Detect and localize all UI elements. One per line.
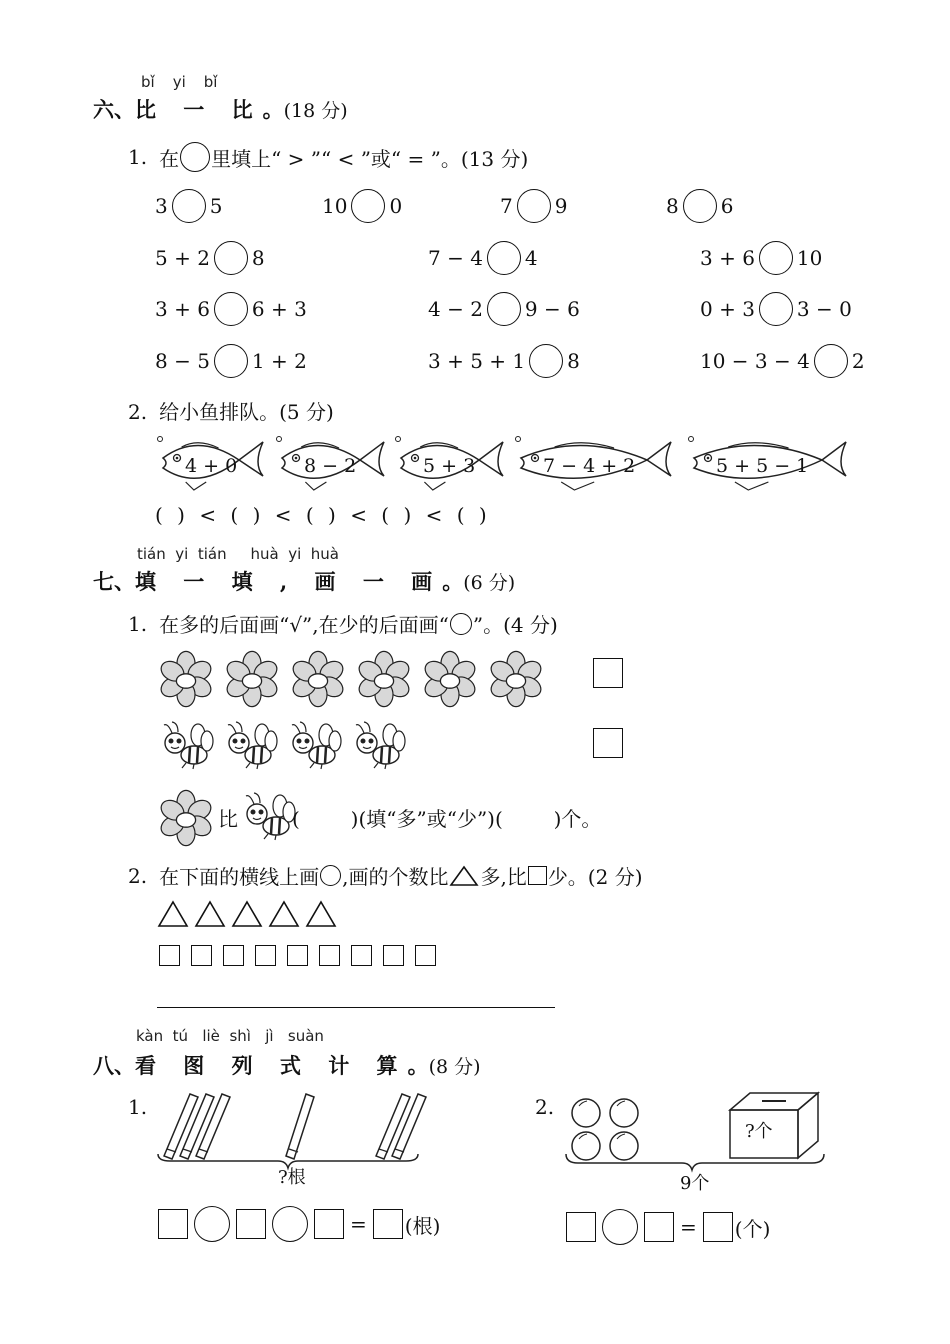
square-icon xyxy=(319,945,340,966)
answer-circle[interactable] xyxy=(517,189,551,223)
ball-icon xyxy=(610,1099,638,1127)
comparison-right: 6 + 3 xyxy=(251,297,307,321)
answer-circle[interactable] xyxy=(487,241,521,275)
s7-q2-instruction xyxy=(128,861,643,890)
s7-q1-instruction xyxy=(128,609,558,638)
section6-pinyin xyxy=(141,73,217,91)
instruction-text: ”。(4 分) xyxy=(472,613,558,637)
p2-number: 2. xyxy=(535,1095,555,1119)
flower-icon xyxy=(288,649,348,709)
section-period: 。 xyxy=(262,97,284,122)
pinyin-syllable: bǐ xyxy=(141,73,155,91)
operator-circle[interactable] xyxy=(602,1209,638,1245)
unit-label: (根) xyxy=(404,1213,441,1238)
fish-expression: 5 + 5 − 1 xyxy=(716,455,809,477)
p2-equation xyxy=(566,1209,770,1245)
square-icon xyxy=(351,945,372,966)
instruction-text: 多,比 xyxy=(480,865,527,889)
fish-expression: 8 − 2 xyxy=(304,455,357,477)
section7-heading xyxy=(93,566,515,596)
s6-q2-instruction xyxy=(128,396,334,425)
comparison-left: 5 + 2 xyxy=(155,246,210,270)
comparison-item xyxy=(700,291,852,327)
ball-icon xyxy=(610,1132,638,1160)
triangle-icon xyxy=(157,900,189,928)
section7-pinyin: tián yi tián huà yi huà xyxy=(137,545,339,563)
comparison-right: 6 xyxy=(720,194,734,218)
comparison-left: 10 − 3 − 4 xyxy=(700,349,810,373)
comparison-left: 3 xyxy=(155,194,168,218)
comparison-left: 7 − 4 xyxy=(428,246,483,270)
square-icon xyxy=(159,945,180,966)
flower-icon xyxy=(354,649,414,709)
compare-answer-text[interactable]: ( )(填“多”或“少”)( )个。 xyxy=(292,807,602,831)
stick-icon xyxy=(286,1094,314,1159)
drawing-answer-line[interactable] xyxy=(157,1007,555,1008)
flower-icon xyxy=(222,649,282,709)
section-period: 。 xyxy=(442,569,464,594)
comparison-item xyxy=(155,188,222,224)
circle-icon xyxy=(180,142,210,172)
comparison-left: 10 xyxy=(322,194,348,218)
instruction-text: 在 xyxy=(159,146,180,171)
section8-pinyin: kàn tú liè shì jì suàn xyxy=(136,1027,324,1045)
operator-circle[interactable] xyxy=(194,1206,230,1242)
triangle-icon xyxy=(194,900,226,928)
answer-circle[interactable] xyxy=(759,241,793,275)
comparison-item xyxy=(428,291,580,327)
answer-box[interactable] xyxy=(236,1209,266,1239)
section-score: (18 分) xyxy=(283,100,348,122)
comparison-item xyxy=(500,188,567,224)
comparison-left: 0 + 3 xyxy=(700,297,755,321)
instruction-text: 给小鱼排队。(5 分) xyxy=(159,400,334,424)
comparison-item xyxy=(700,240,822,276)
answer-box[interactable] xyxy=(644,1212,674,1242)
triangle-icon xyxy=(449,865,479,887)
comparison-item xyxy=(155,291,307,327)
bee-icon xyxy=(288,721,344,771)
comparison-item xyxy=(155,240,265,276)
answer-circle[interactable] xyxy=(172,189,206,223)
comparison-item xyxy=(666,188,733,224)
comparison-right: 8 xyxy=(251,246,265,270)
bee-icon xyxy=(242,792,298,842)
square-icon xyxy=(528,866,547,885)
comparison-left: 3 + 5 + 1 xyxy=(428,349,526,373)
unit-label: (个) xyxy=(734,1216,771,1241)
answer-circle[interactable] xyxy=(214,241,248,275)
comparison-right: 9 xyxy=(554,194,568,218)
triangle-icon xyxy=(268,900,300,928)
comparison-item xyxy=(322,188,402,224)
square-icon xyxy=(383,945,404,966)
comparison-right: 5 xyxy=(209,194,223,218)
flower-icon xyxy=(156,788,216,848)
p1-number: 1. xyxy=(128,1095,148,1119)
flower-icon xyxy=(156,649,216,709)
compare-bi-text: 比 xyxy=(218,807,238,831)
flower-icon xyxy=(486,649,546,709)
flower-answer-box[interactable] xyxy=(593,658,623,688)
question-number: 1. xyxy=(128,145,148,169)
section-title: 看 图 列 式 计 算 xyxy=(135,1053,408,1078)
comparison-left: 8 xyxy=(666,194,679,218)
fish-expression: 5 + 3 xyxy=(423,455,476,477)
square-icon xyxy=(255,945,276,966)
section6-heading xyxy=(93,94,348,124)
comparison-left: 3 + 6 xyxy=(155,297,210,321)
instruction-text: 里填上“ > ”“ < ”或“ = ”。(13 分) xyxy=(211,146,529,171)
comparison-right: 9 − 6 xyxy=(524,297,580,321)
answer-box[interactable] xyxy=(373,1209,403,1239)
answer-box[interactable] xyxy=(158,1209,188,1239)
answer-circle[interactable] xyxy=(814,344,848,378)
comparison-right: 2 xyxy=(851,349,865,373)
equals-sign: = xyxy=(350,1212,367,1236)
triangle-icon xyxy=(231,900,263,928)
fish-expression: 7 − 4 + 2 xyxy=(543,455,636,477)
comparison-item xyxy=(700,343,865,379)
question-number: 2. xyxy=(128,863,148,888)
pinyin-syllable: bǐ xyxy=(203,73,218,91)
comparison-left: 8 − 5 xyxy=(155,349,210,373)
section-number: 六、 xyxy=(93,97,135,122)
bee-icon xyxy=(352,721,408,771)
bee-icon xyxy=(160,721,216,771)
instruction-text: 在下面的横线上画 xyxy=(159,865,320,889)
answer-box[interactable] xyxy=(566,1212,596,1242)
operator-circle[interactable] xyxy=(272,1206,308,1242)
answer-circle[interactable] xyxy=(351,189,385,223)
circle-icon xyxy=(450,613,472,635)
section-score: (8 分) xyxy=(428,1056,481,1078)
comparison-right: 3 − 0 xyxy=(796,297,852,321)
square-icon xyxy=(287,945,308,966)
flower-icon xyxy=(420,649,480,709)
answer-circle[interactable] xyxy=(759,292,793,326)
comparison-left: 3 + 6 xyxy=(700,246,755,270)
question-number: 1. xyxy=(128,611,148,636)
p1-brace-label: ?根 xyxy=(278,1167,306,1188)
instruction-text: 在多的后面画“√”,在少的后面画“ xyxy=(159,613,449,637)
ball-icon xyxy=(572,1099,600,1127)
fish-expression: 4 + 0 xyxy=(185,455,238,477)
answer-circle[interactable] xyxy=(214,292,248,326)
circle-icon xyxy=(320,865,341,886)
section-number: 八、 xyxy=(93,1053,135,1078)
comparison-left: 4 − 2 xyxy=(428,297,483,321)
answer-circle[interactable] xyxy=(487,292,521,326)
ball-icon xyxy=(572,1132,600,1160)
answer-box[interactable] xyxy=(703,1212,733,1242)
question-number: 2. xyxy=(128,400,148,424)
comparison-right: 0 xyxy=(389,194,403,218)
square-icon xyxy=(191,945,212,966)
section-title: 填 一 填 , 画 一 画 xyxy=(135,569,443,594)
answer-circle[interactable] xyxy=(529,344,563,378)
s6-q1-instruction xyxy=(128,142,528,172)
answer-circle[interactable] xyxy=(683,189,717,223)
section8-heading xyxy=(93,1050,481,1080)
section-number: 七、 xyxy=(93,569,135,594)
section-title: 比 一 比 xyxy=(135,97,263,122)
section-score: (6 分) xyxy=(463,572,516,594)
p1-equation xyxy=(158,1206,440,1242)
answer-circle[interactable] xyxy=(214,344,248,378)
bee-icon xyxy=(224,721,280,771)
fish-order-line[interactable]: ( ) < ( ) < ( ) < ( ) < ( ) xyxy=(155,503,488,527)
instruction-text: 少。(2 分) xyxy=(547,865,643,889)
equals-sign: = xyxy=(680,1215,697,1239)
square-icon xyxy=(415,945,436,966)
comparison-item xyxy=(155,343,307,379)
comparison-right: 4 xyxy=(524,246,538,270)
comparison-right: 1 + 2 xyxy=(251,349,307,373)
comparison-item xyxy=(428,240,538,276)
comparison-left: 7 xyxy=(500,194,513,218)
section-period: 。 xyxy=(407,1053,429,1078)
box-label: ?个 xyxy=(745,1121,773,1142)
bee-answer-box[interactable] xyxy=(593,728,623,758)
comparison-item xyxy=(428,343,580,379)
instruction-text: ,画的个数比 xyxy=(342,865,449,889)
brace-icon xyxy=(566,1154,824,1170)
comparison-right: 10 xyxy=(796,246,823,270)
comparison-right: 8 xyxy=(567,349,580,373)
answer-box[interactable] xyxy=(314,1209,344,1239)
square-icon xyxy=(223,945,244,966)
p2-brace-label: 9个 xyxy=(680,1173,710,1194)
triangle-icon xyxy=(305,900,337,928)
box-icon xyxy=(730,1093,818,1158)
pinyin-syllable: yi xyxy=(172,73,186,91)
